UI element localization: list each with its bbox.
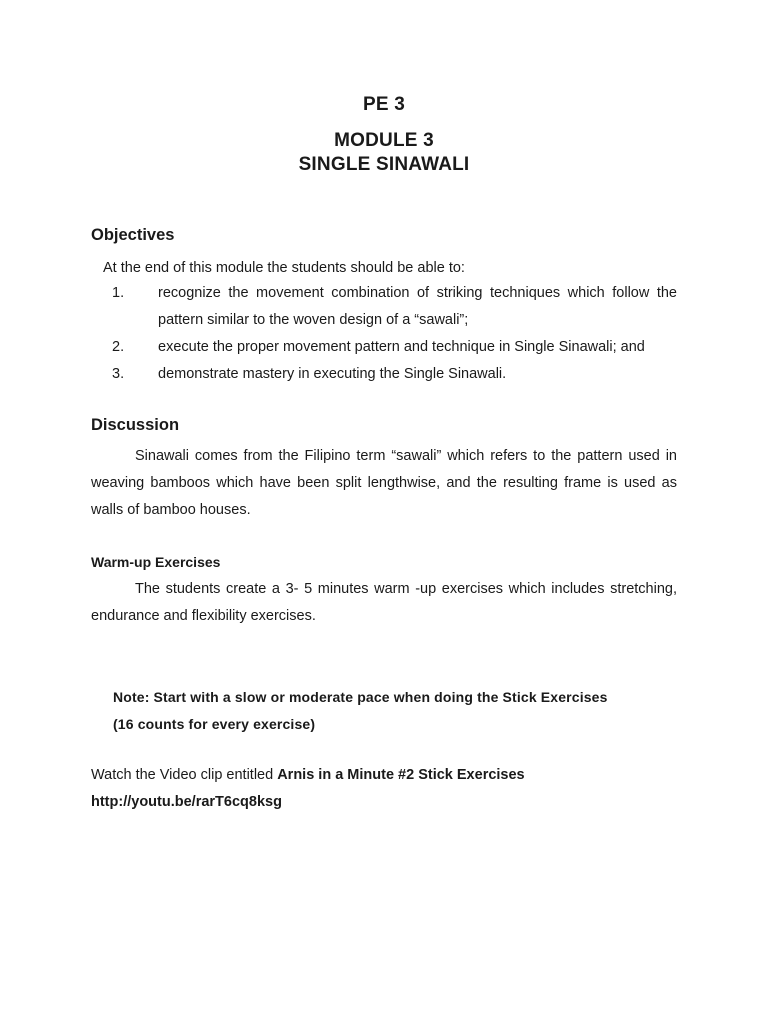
course-title: PE 3	[363, 94, 405, 115]
discussion-heading: Discussion	[91, 416, 180, 434]
note-line-2: (16 counts for every exercise)	[113, 716, 316, 732]
objective-text: execute the proper movement pattern and technique in Single Sinawali; and	[158, 339, 645, 355]
objective-text: recognize the movement combination of striking techniques which follow the pattern similar to the woven design of a “sawali”;	[158, 285, 677, 328]
video-link[interactable]: http://youtu.be/rarT6cq8ksg	[91, 794, 282, 810]
video-reference	[91, 762, 691, 816]
discussion-paragraph: Sinawali comes from the Filipino term “sawali” which refers to the pattern used in weaving bamboos which have been split lengthwise, and the resulting frame is used as walls of bamboo houses.	[91, 448, 677, 518]
warmup-paragraph: The students create a 3- 5 minutes warm -up exercises which includes stretching, endurance and flexibility exercises.	[91, 581, 677, 624]
objective-number: 3.	[112, 366, 125, 382]
objective-text: demonstrate mastery in executing the Single Sinawali.	[158, 366, 507, 382]
objective-number: 1.	[112, 285, 125, 301]
video-title: Arnis in a Minute #2 Stick Exercises	[277, 767, 525, 783]
objectives-intro: At the end of this module the students should be able to:	[103, 260, 465, 276]
topic-title: SINGLE SINAWALI	[298, 154, 470, 175]
objective-item	[112, 280, 677, 334]
objectives-list	[112, 280, 677, 388]
objective-item	[112, 334, 677, 361]
note-block	[113, 684, 658, 738]
objective-number: 2.	[112, 339, 125, 355]
note-line-1: Note: Start with a slow or moderate pace when doing the Stick Exercises	[113, 689, 608, 705]
warmup-heading: Warm-up Exercises	[91, 554, 221, 570]
module-title: MODULE 3	[334, 130, 434, 151]
objective-item	[112, 361, 677, 388]
video-prefix: Watch the Video clip entitled	[91, 767, 278, 783]
objectives-heading: Objectives	[91, 226, 175, 244]
